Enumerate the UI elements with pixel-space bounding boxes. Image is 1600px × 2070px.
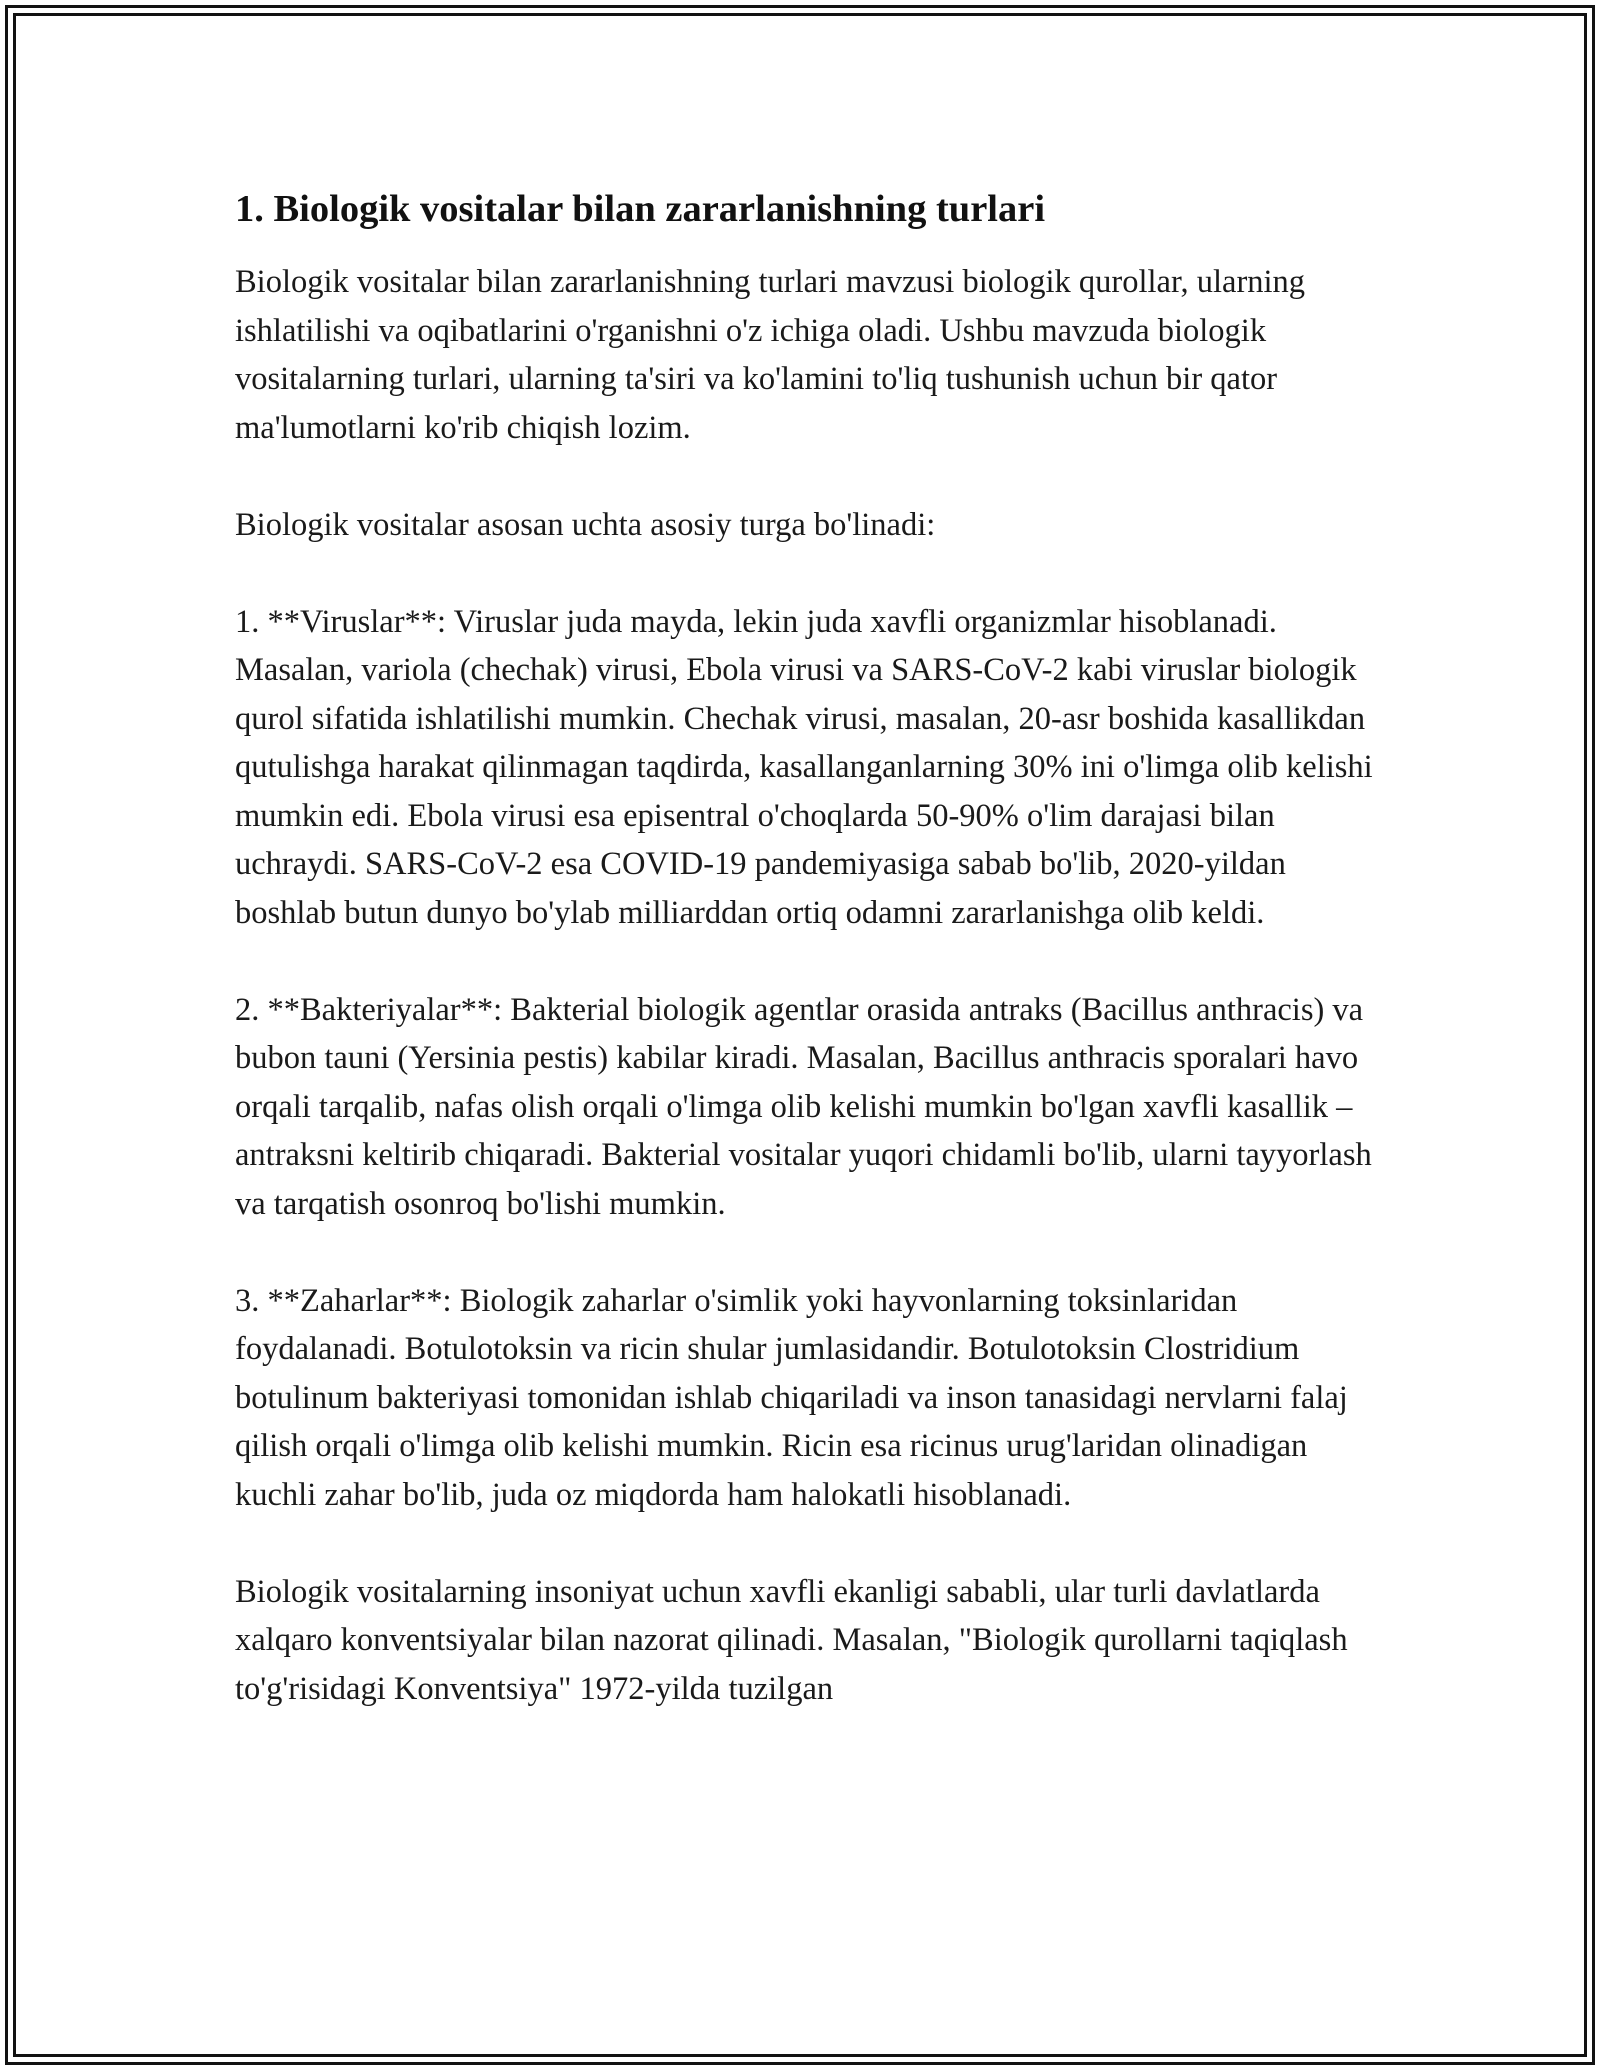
conventions-paragraph: Biologik vositalarning insoniyat uchun xavfli ekanligi sababli, ular turli davlatlarda xalqaro konventsiyalar bilan nazorat qilinadi. Masalan, "Biologik qurollarni taqiqlash to'g'risidagi Konventsiya" 1972-yilda tuzilgan [235, 1573, 1348, 1707]
types-intro-paragraph: Biologik vositalar asosan uchta asosiy turga bo'linadi: [235, 506, 936, 543]
toxins-paragraph: 3. **Zaharlar**: Biologik zaharlar o'simlik yoki hayvonlarning toksinlaridan foydalanadi. Botulotoksin va ricin shular jumlasidandir. Botulotoksin Clostridium botulinum bakteriyasi tomonidan ishlab chiqariladi va inson tanasidagi nervlarni falaj qilish orqali o'limga olib kelishi mumkin. Ricin esa ricinus urug'laridan olinadigan kuchli zahar bo'lib, juda oz miqdorda ham halokatli hisoblanadi. [235, 1282, 1348, 1513]
document-body [235, 186, 1395, 1762]
section-title: 1. Biologik vositalar bilan zararlanishning turlari [235, 188, 1046, 230]
viruses-paragraph: 1. **Viruslar**: Viruslar juda mayda, lekin juda xavfli organizmlar hisoblanadi. Masalan, variola (chechak) virusi, Ebola virusi va SARS-CoV-2 kabi viruslar biologik qurol sifatida ishlatilishi mumkin. Chechak virusi, masalan, 20-asr boshida kasallikdan qutulishga harakat qilinmagan taqdirda, kasallanganlarning 30% ini o'limga olib kelishi mumkin edi. Ebola virusi esa episentral o'choqlarda 50-90% o'lim darajasi bilan uchraydi. SARS-CoV-2 esa COVID-19 pandemiyasiga sabab bo'lib, 2020-yildan boshlab butun dunyo bo'ylab milliarddan ortiq odamni zararlanishga olib keldi. [235, 603, 1373, 931]
intro-paragraph: Biologik vositalar bilan zararlanishning turlari mavzusi biologik qurollar, ularning ishlatilishi va oqibatlarini o'rganishni o'z ichiga oladi. Ushbu mavzuda biologik vositalarning turlari, ularning ta'siri va ko'lamini to'liq tushunish uchun bir qator ma'lumotlarni ko'rib chiqish lozim. [235, 264, 1306, 446]
bacteria-paragraph: 2. **Bakteriyalar**: Bakterial biologik agentlar orasida antraks (Bacillus anthracis) va bubon tauni (Yersinia pestis) kabilar kiradi. Masalan, Bacillus anthracis sporalari havo orqali tarqalib, nafas olish orqali o'limga olib kelishi mumkin bo'lgan xavfli kasallik – antraksni keltirib chiqaradi. Bakterial vositalar yuqori chidamli bo'lib, ularni tayyorlash va tarqatish osonroq bo'lishi mumkin. [235, 991, 1372, 1222]
